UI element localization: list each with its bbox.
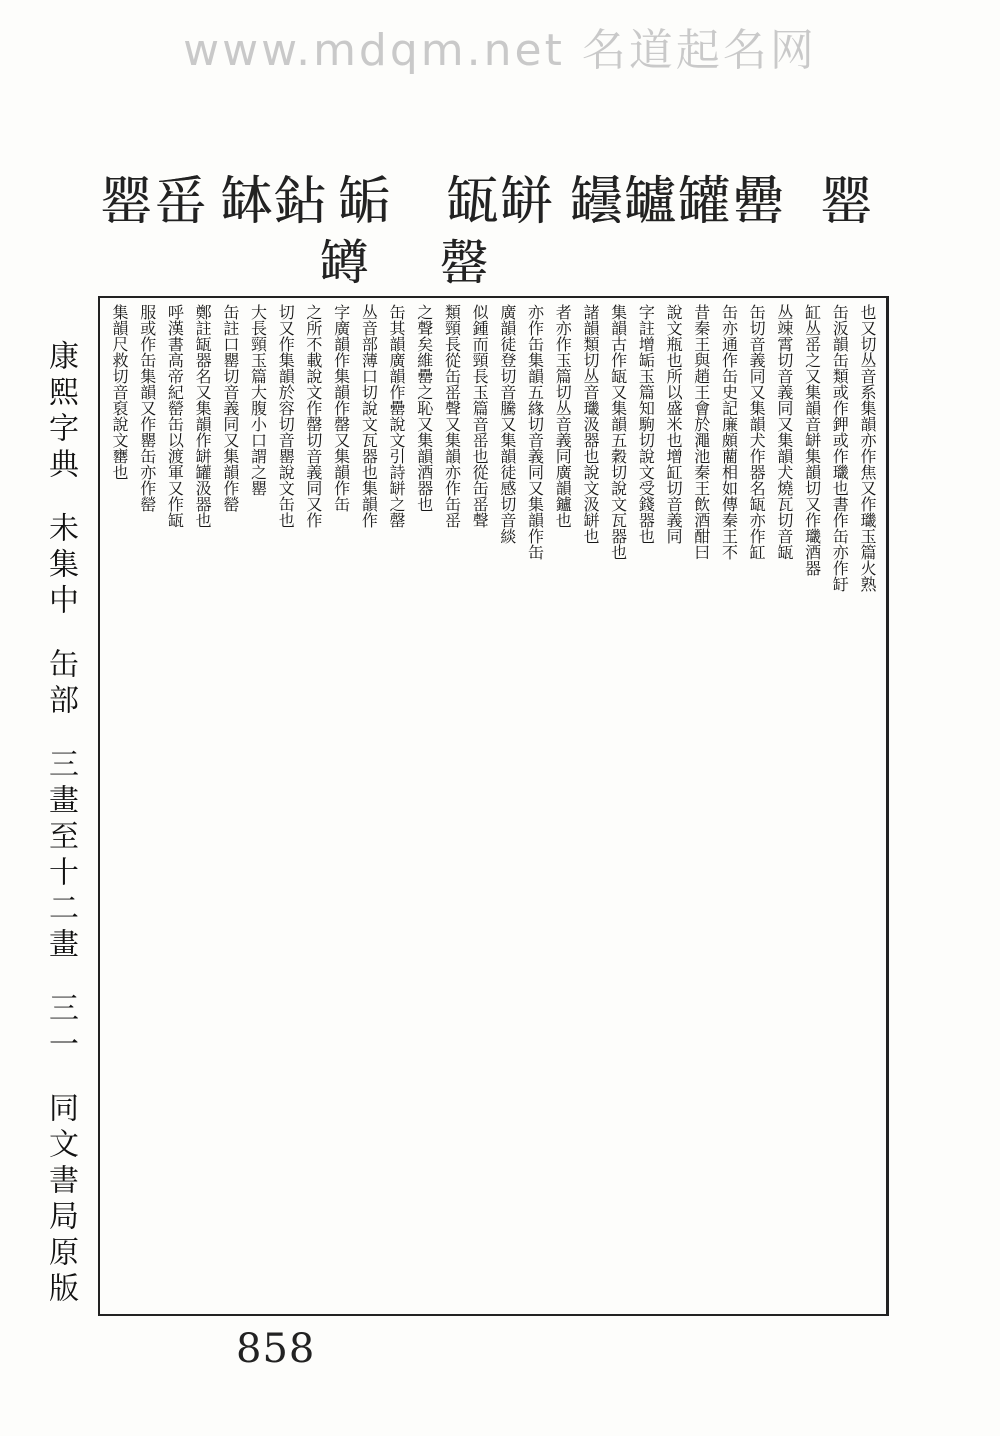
text-column: 缶註口罌切音義同又集韻作罃 [220,304,240,512]
text-column: 諸韻類切丛音㼄汲器也說文汲缾也 [580,304,600,544]
publisher: 同文書局原版 [43,1092,78,1308]
text-column: 集韻古作缻又集韻五穀切說文瓦器也 [608,304,628,560]
text-column: 之所不載說文作罄切音義同又作 [303,304,323,528]
seal-script-row-2 [300,236,700,292]
text-column: 丛音部薄口切說文瓦器也集韻作 [359,304,379,528]
text-column: 昔秦王與趙王會於澠池秦王飲酒酣曰 [691,304,711,560]
seal-glyph-group: 缿 [338,172,393,232]
seal-script-row [100,172,900,236]
seal-glyph-group: 缻缾 [446,172,555,232]
text-column: 說文瓶也所以盛米也增缸切音義同 [664,304,684,544]
text-column: 服或作缶集韻又作罌缶亦作罃 [137,304,157,512]
text-column: 大長頸玉篇大腹小口謂之罌 [248,304,268,496]
text-column: 集韻尺救切音裒說文罋也 [110,304,129,480]
page-frame [98,296,889,1316]
text-column: 缶切音義同又集韻犬作器名缻亦作缸 [747,304,767,560]
text-column: 缶其韻廣韻作罍說文引詩缾之罄 [387,304,407,528]
text-column: 切又作集韻於容切音罌說文缶也 [276,304,296,528]
text-column: 亦作缶集韻五緣切音義同又集韻作缶 [525,304,545,560]
text-column: 字廣韻作集韻作罄又集韻作缶 [331,304,351,512]
text-column: 也又切丛音系集韻亦作焦又作㼄玉篇火熟 [857,304,877,592]
seal-glyph-group: 罎罏罐罍 [570,172,787,232]
seal-glyph-group: 缽鉆 [220,172,329,232]
collection-section: 未集中 [43,512,78,620]
text-column: 丛竦霄切音義同又集韻犬燒瓦切音缻 [774,304,794,560]
dictionary-title: 康熙字典 [43,340,78,484]
seal-glyph-group: 罇 [320,235,371,291]
seal-glyph-group: 罄 [440,235,491,291]
text-column: 之聲矣維罍之恥又集韻酒器也 [414,304,434,512]
radical-label: 缶部 [43,648,78,720]
page-number: 858 [236,1326,316,1372]
text-body [108,304,878,1308]
text-column: 缸丛䍃之又集韻音缾集韻切又作㼄酒器 [802,304,822,576]
text-column: 類頸長從缶䍃聲又集韻亦作缶䍃 [442,304,462,528]
text-column: 似鍾而頸長玉篇音䍃也從缶䍃聲 [470,304,490,528]
stroke-range: 三畫至十二畫 [43,748,78,964]
seal-glyph-group: 罂 [820,172,875,232]
watermark: www.mdqm.net 名道起名网 [183,25,817,76]
folio-number: 三一 [43,992,78,1064]
text-column: 鄭註缻器名又集韻作缾罐汲器也 [193,304,213,528]
side-title [40,340,80,1330]
text-column: 呼漢書高帝紀罃缶以渡軍又作缻 [165,304,185,528]
text-column: 者亦作玉篇切丛音義同廣韻鑪也 [553,304,573,528]
text-column: 廣韻徒登切音騰又集韻徒感切音緂 [497,304,517,544]
text-column: 缶亦通作缶史記廉頗藺相如傳秦王不 [719,304,739,560]
text-column: 字註增缿玉篇知駒切說文受錢器也 [636,304,656,544]
seal-glyph-group: 罂䍃 [100,172,209,232]
text-column: 缶汳韻缶類或作鉀或作㼄也書作缶亦作䍂 [830,304,850,592]
